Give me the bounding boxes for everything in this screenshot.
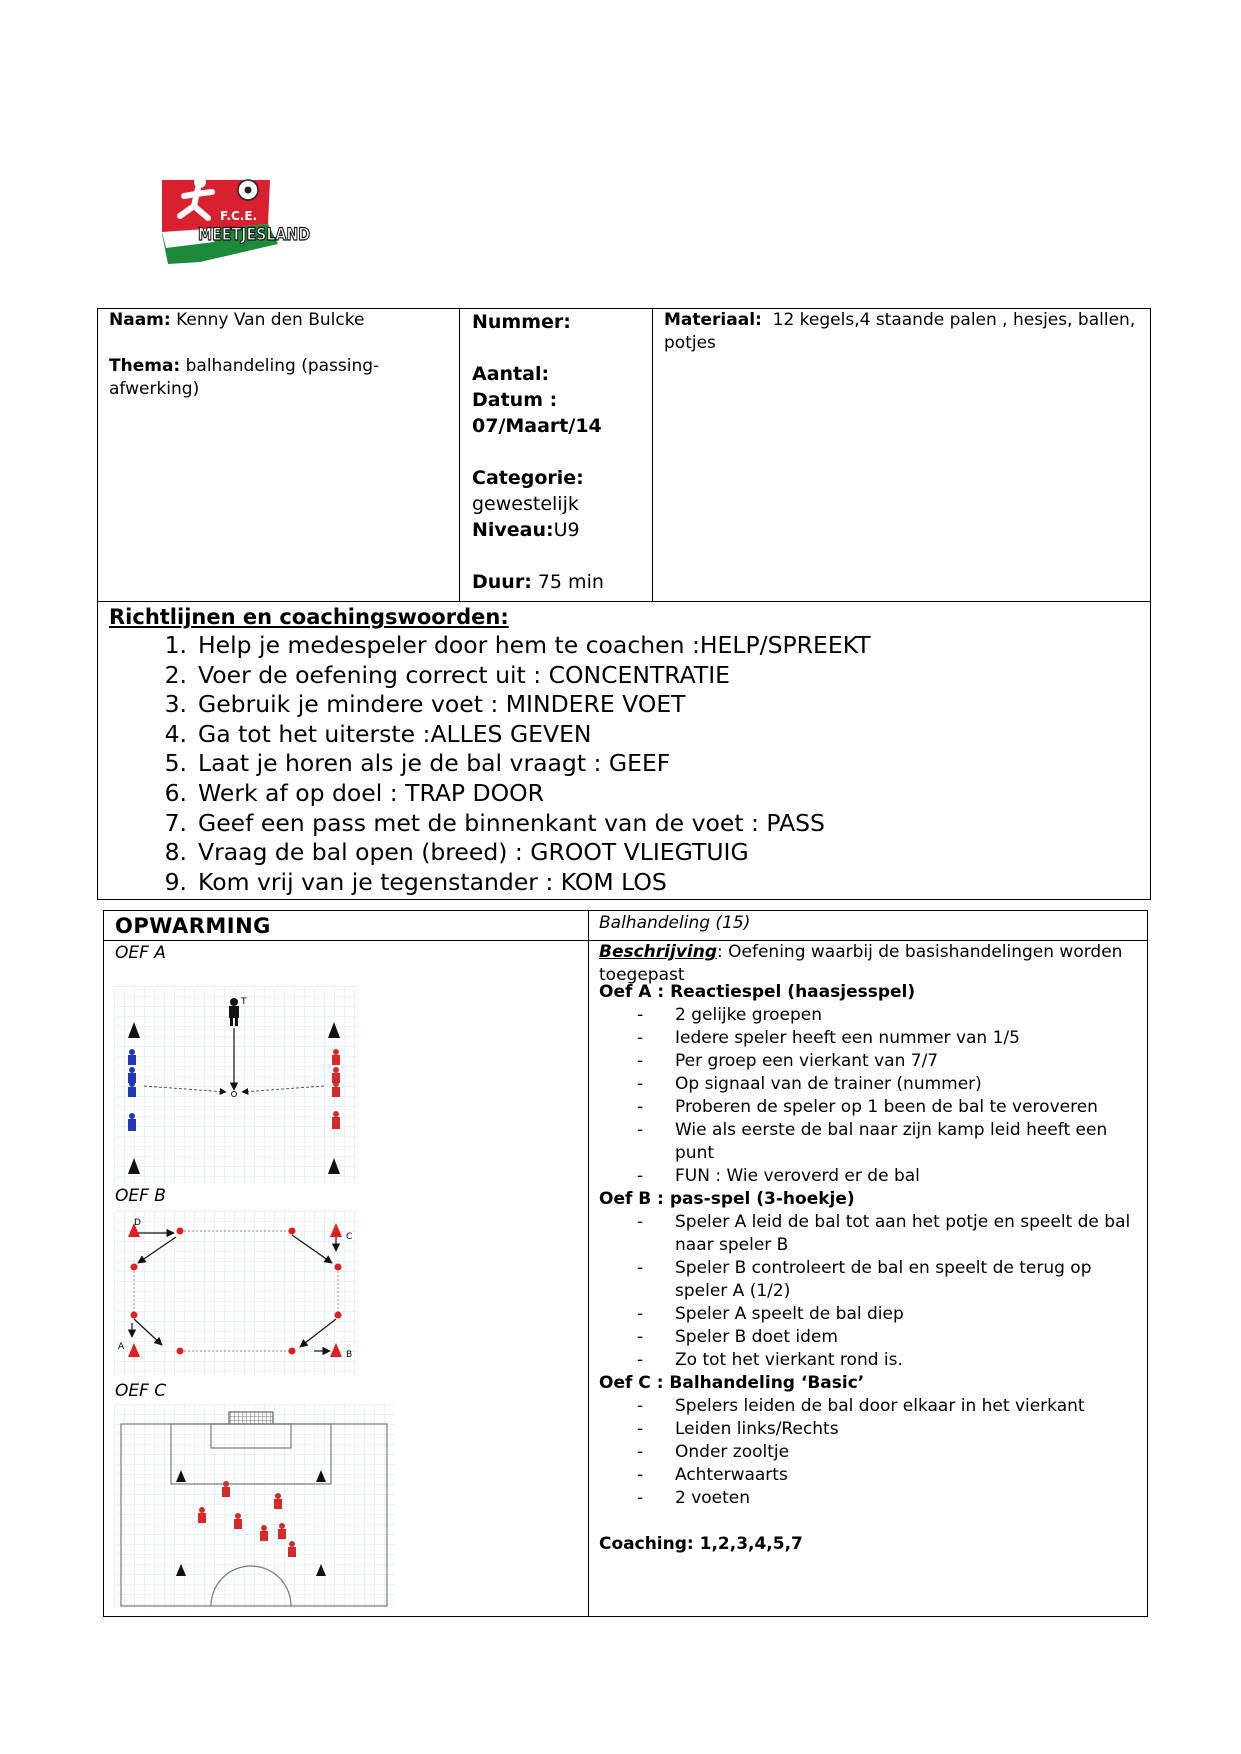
diagram-oef-c — [114, 1404, 394, 1609]
list-item — [146, 631, 871, 661]
aantal-label: Aantal: — [472, 363, 550, 385]
list-text: Speler B controleert de bal en speelt de terug op speler A (1/2) — [675, 1258, 1092, 1301]
materiaal-label: Materiaal: — [664, 310, 762, 330]
list-text: Werk af op doel : TRAP DOOR — [198, 778, 544, 807]
list-item — [146, 661, 871, 691]
list-item — [146, 809, 871, 839]
oef-a-list — [599, 1004, 1135, 1188]
niveau-value: U9 — [553, 519, 580, 541]
list-item: - Speler B doet idem — [637, 1327, 838, 1347]
list-text: Gebruik je mindere voet : MINDERE VOET — [198, 690, 686, 719]
list-text: 2 voeten — [675, 1488, 751, 1508]
list-text: Voer de oefening correct uit : CONCENTRATIE — [198, 660, 731, 689]
list-text: Op signaal van de trainer (nummer) — [675, 1074, 982, 1094]
oef-b-title: Oef B : pas-spel (3-hoekje) — [599, 1189, 855, 1209]
list-text: Per groep een vierkant van 7/7 — [675, 1051, 939, 1071]
list-number: 1. — [164, 631, 187, 659]
diagram-oef-b — [114, 1211, 358, 1376]
opwarming-table — [103, 910, 1148, 1617]
nummer-cell — [472, 309, 652, 595]
list-number: 3. — [164, 690, 187, 719]
list-text: Proberen de speler op 1 been de bal te veroveren — [675, 1097, 1098, 1117]
list-item — [146, 720, 871, 750]
datum-label: Datum : — [472, 389, 558, 411]
thema-label: Thema: — [109, 356, 181, 376]
list-text: Speler A leid de bal tot aan het potje en speelt de bal naar speler B — [675, 1212, 1131, 1255]
session-info-table — [97, 308, 1151, 900]
oef-c-label: OEF C — [115, 1381, 167, 1401]
list-text: Kom vrij van je tegenstander : KOM LOS — [198, 867, 667, 896]
duur-label: Duur: — [472, 571, 532, 593]
list-item: - Speler A leid de bal tot aan het potje en speelt de bal naar speler B — [637, 1212, 1131, 1255]
coaching-line: Coaching: 1,2,3,4,5,7 — [599, 1534, 803, 1554]
club-logo — [160, 172, 310, 268]
column-divider — [459, 309, 460, 601]
list-text: Speler B doet idem — [675, 1327, 838, 1347]
list-item: - Op signaal van de trainer (nummer) — [637, 1074, 982, 1094]
list-text: Leiden links/Rechts — [675, 1419, 839, 1439]
list-text: Geef een pass met de binnenkant van de voet : PASS — [198, 808, 825, 837]
list-item: - Proberen de speler op 1 been de bal te veroveren — [637, 1097, 1098, 1117]
naam-cell — [109, 309, 449, 401]
list-item: - Per groep een vierkant van 7/7 — [637, 1051, 939, 1071]
list-item: - Onder zooltje — [637, 1442, 790, 1462]
list-item — [146, 690, 871, 720]
list-text: FUN : Wie veroverd er de bal — [675, 1166, 920, 1186]
list-text: Vraag de bal open (breed) : GROOT VLIEGTUIG — [198, 838, 749, 867]
list-item — [146, 838, 871, 868]
list-item: - FUN : Wie veroverd er de bal — [637, 1166, 920, 1186]
list-item: - Spelers leiden de bal door elkaar in het vierkant — [637, 1396, 1085, 1416]
list-text: Achterwaarts — [675, 1465, 788, 1485]
list-item: - Speler B controleert de bal en speelt de terug op speler A (1/2) — [637, 1258, 1092, 1301]
duur-value: 75 min — [537, 571, 604, 593]
logo-text-meetjesland: MEETJESLAND — [198, 225, 310, 245]
list-item: - Leiden links/Rechts — [637, 1419, 839, 1439]
richtlijnen-list — [146, 631, 871, 897]
list-text: Zo tot het vierkant rond is. — [675, 1350, 903, 1370]
nummer-label: Nummer: — [472, 311, 571, 333]
naam-label: Naam: — [109, 310, 171, 330]
column-divider — [588, 911, 589, 1616]
trainer-label: T — [241, 997, 247, 1007]
oef-a-section — [599, 981, 1135, 1556]
list-number: 5. — [164, 749, 187, 778]
list-number: 4. — [164, 719, 187, 748]
row-divider — [98, 601, 1150, 602]
label-c: C — [346, 1232, 353, 1242]
materiaal-cell — [664, 309, 1142, 355]
list-item: - Iedere speler heeft een nummer van 1/5 — [637, 1028, 1020, 1048]
categorie-label: Categorie: — [472, 467, 584, 489]
naam-value: Kenny Van den Bulcke — [176, 310, 365, 330]
list-text: Iedere speler heeft een nummer van 1/5 — [675, 1028, 1020, 1048]
column-divider — [652, 309, 653, 601]
label-d: D — [134, 1218, 141, 1228]
list-item: - Speler A speelt de bal diep — [637, 1304, 904, 1324]
label-b: B — [346, 1350, 353, 1360]
oef-b-list — [599, 1211, 1135, 1372]
datum-value: 07/Maart/14 — [472, 415, 602, 437]
list-item: - Zo tot het vierkant rond is. — [637, 1350, 903, 1370]
list-number: 6. — [164, 778, 187, 807]
list-text: Wie als eerste de bal naar zijn kamp leid heeft een punt — [675, 1120, 1108, 1163]
diagram-oef-a — [114, 986, 358, 1184]
beschrijving-text: : Oefening waarbij de basishandelingen worden toegepast — [599, 942, 1123, 985]
list-text: Laat je horen als je de bal vraagt : GEEF — [198, 749, 671, 778]
list-item: - Wie als eerste de bal naar zijn kamp leid heeft een punt — [637, 1120, 1108, 1163]
niveau-label: Niveau: — [472, 519, 554, 541]
list-number: 8. — [164, 838, 187, 867]
opwarming-title: OPWARMING — [115, 914, 271, 938]
list-text: Onder zooltje — [675, 1442, 790, 1462]
oef-b-label: OEF B — [115, 1186, 166, 1206]
list-text: Help je medespeler door hem te coachen :HELP/SPREEKT — [198, 631, 871, 659]
oef-a-title: Oef A : Reactiespel (haasjesspel) — [599, 982, 916, 1002]
list-item — [146, 749, 871, 779]
list-text: Ga tot het uiterste :ALLES GEVEN — [198, 719, 592, 748]
list-item — [146, 868, 871, 898]
list-item: - 2 voeten — [637, 1488, 751, 1508]
thema-value: balhandeling (passing-afwerking) — [109, 356, 380, 399]
opwarming-subtitle: Balhandeling (15) — [599, 913, 751, 933]
list-text: 2 gelijke groepen — [675, 1005, 823, 1025]
oef-c-list — [599, 1395, 1135, 1510]
list-item: - Achterwaarts — [637, 1465, 788, 1485]
richtlijnen-title: Richtlijnen en coachingswoorden: — [109, 605, 509, 629]
list-number: 2. — [164, 660, 187, 689]
list-number: 7. — [164, 808, 187, 837]
logo-text-fce: F.C.E. — [220, 209, 258, 223]
list-item: - 2 gelijke groepen — [637, 1005, 823, 1025]
list-text: Speler A speelt de bal diep — [675, 1304, 904, 1324]
beschrijving-label: Beschrijving — [599, 942, 718, 962]
list-text: Spelers leiden de bal door elkaar in het vierkant — [675, 1396, 1085, 1416]
oef-a-label: OEF A — [115, 943, 166, 963]
oef-c-title: Oef C : Balhandeling ‘Basic’ — [599, 1373, 865, 1393]
label-a: A — [118, 1342, 125, 1352]
red-players — [332, 1049, 340, 1129]
list-item — [146, 779, 871, 809]
categorie-value: gewestelijk — [472, 493, 579, 515]
list-number: 9. — [164, 867, 187, 896]
materiaal-value: 12 kegels,4 staande palen , hesjes, ballen, potjes — [664, 310, 1136, 353]
